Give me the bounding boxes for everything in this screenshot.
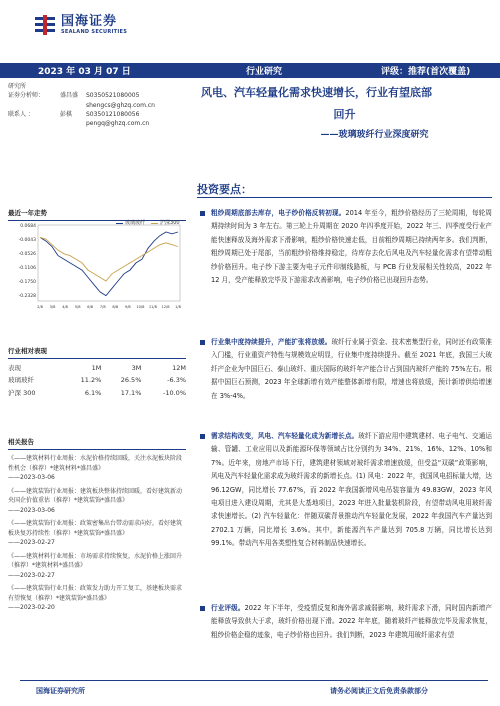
perf-cell: -6.3% [167, 376, 186, 384]
left-sidebar [8, 82, 186, 611]
related-reports [8, 436, 186, 613]
footer-org: 国海证券研究所 [36, 687, 85, 695]
perf-cell: 玻璃玻纤 [8, 376, 34, 384]
y-tick-label: 0.0684 [20, 224, 36, 229]
report-title-block [197, 82, 492, 140]
trend-chart [8, 207, 186, 312]
table-row [8, 374, 186, 387]
y-tick-label: -0.1106 [18, 265, 36, 271]
key-point-heading: 行业评级。 [211, 604, 245, 612]
company-logo [34, 14, 127, 36]
report-date: 2023 年 03 月 07 日 [38, 67, 131, 77]
report-item[interactable] [8, 487, 186, 516]
key-point-heading: 行业集中度持续提升，产能扩张将放缓。 [211, 338, 332, 346]
perf-cell: 17.1% [120, 389, 142, 397]
report-item[interactable] [8, 552, 186, 581]
analyst-label: 证券分析师： [8, 92, 45, 99]
perf-header: 1M [91, 364, 102, 372]
y-tick-label: -0.0526 [18, 251, 36, 257]
contact-email[interactable]: pengq@ghzq.com.cn [86, 120, 150, 127]
date-bar [0, 63, 500, 78]
performance-table [8, 363, 186, 400]
report-text[interactable]: 《——建筑装饰行业周报：政策密集出台带动需求向好，看好建筑板块复苏持续性（推荐）*建筑装饰*盛昌盛》 [8, 520, 183, 537]
x-tick-label: 3/8 [49, 305, 56, 309]
y-tick-label: -0.0043 [18, 237, 36, 243]
legend-item-hs300 [151, 219, 180, 228]
series-line-0 [40, 232, 178, 296]
report-title-line1: 风电、汽车轻量化需求快速增长，行业有望底部 [201, 86, 432, 99]
key-points-heading: 投资要点： [197, 183, 252, 196]
logo-chinese-name: 国海证券 [61, 14, 118, 29]
key-point-4 [197, 602, 492, 672]
reports-title: 相关报告 [8, 438, 186, 450]
x-tick-label: 1/8 [175, 305, 181, 309]
logo-mark-icon [34, 14, 56, 36]
perf-cell: 6.1% [84, 389, 102, 397]
key-point-2 [197, 336, 492, 403]
analyst-id: S0350521080005 [86, 92, 140, 99]
report-date: ——2023-02-27 [8, 539, 55, 546]
report-text[interactable]: 《——建筑材料行业周报：市场需求持续恢复，水泥价格上涨回升（推荐）*建筑材料*盛昌盛》 [8, 552, 183, 569]
legend-label: 玻璃玻纤 [125, 220, 146, 226]
analyst-name: 盛昌盛 [60, 92, 79, 99]
divider [20, 680, 488, 681]
bullet-icon [200, 211, 205, 216]
analyst-info [8, 91, 186, 110]
perf-cell: 沪深 300 [8, 389, 36, 397]
report-date: ——2023-03-06 [8, 474, 55, 481]
bullet-icon [200, 434, 205, 439]
contact-id: S0350121080056 [86, 111, 140, 118]
report-text[interactable]: 《——建筑材料行业周报：水泥价格持续回暖，关注水泥板块阶段性机会（推荐）*建筑材料*盛昌盛》 [8, 455, 183, 472]
key-point-body: 玻纤下游应用中建筑建材、电子电气、交通运输、管罐、工业应用以及新能源环保等领域占比分别约为 34%、21%、16%、12%、10%和 7%。近年来，房地产市场下行，建筑建材领域对玻纤需求增速放缓，但受益“双碳”政策影响，风电及汽车轻量化需求成为玻纤需求的新增长点。(1) 风电：2022 年，我国风电招标量大增，达 96.12GW，同比增长 77.67%，而 2022 年我国新增风电吊装容量为 49.83GW，2023 年风电项目进入建设周期，尤其是大基地项目，2023 年进入批量装机阶段，有望带动风电用玻纤需求快速增长。(2) 汽车轻量化：伴随双碳背景推动汽车轻量化发展，2022 年我国汽车产量达到 2702.1 万辆，同比增长 3.6%。其中，新能源汽车产量达到 705.8 万辆，同比增长达到 99.1%。带动汽车用各类塑性复合材料制品快速增长。 [211, 432, 493, 548]
table-row [8, 387, 186, 400]
trend-title: 最近一年走势 [8, 209, 186, 221]
y-tick-label: -0.2328 [18, 293, 36, 299]
key-point-body: 玻纤行业属于资金、技术密集型行业，同时还有政策准入门槛，行业重资产特性与规模效应明显，行业集中度持续提升。截至 2021 年底，我国三大玻纤产企业为中国巨石、泰山玻纤、重庆国际的玻纤年产能合计占到国内玻纤产能的 75%左右。根据中国巨石预测，2023 年全球新增有效产能整体新增有限，增速也将放缓，预计新增供给增速在 3%-4%。 [211, 338, 493, 400]
x-tick-label: 10/8 [136, 305, 145, 309]
report-item[interactable] [8, 454, 186, 483]
report-subtitle: ——玻璃玻纤行业深度研究 [320, 130, 429, 140]
report-date: ——2023-03-06 [8, 506, 55, 514]
key-point-heading: 需求结构改变，风电、汽车轻量化成为新增长点。 [211, 432, 359, 440]
contact-info [8, 110, 186, 128]
x-tick-label: 2/8 [37, 305, 43, 309]
report-section: 行业研究 [246, 67, 283, 77]
dept-label: 研究所 [8, 83, 27, 90]
perf-cell: -10.0% [163, 389, 186, 397]
x-tick-label: 12/8 [161, 305, 170, 309]
perf-header: 表现 [8, 364, 21, 372]
chart-legend [116, 219, 180, 228]
y-tick-label: -0.1750 [18, 279, 36, 285]
report-title-line2: 回升 [333, 108, 356, 121]
analyst-email[interactable]: shengcs@ghzq.com.cn [86, 102, 155, 109]
report-date: ——2023-02-27 [8, 571, 55, 579]
contact-name: 彭棋 [60, 111, 73, 118]
bullet-icon [200, 606, 205, 611]
performance-section [8, 345, 186, 400]
perf-header: 12M [172, 364, 186, 372]
report-item[interactable] [8, 584, 186, 613]
report-item[interactable] [8, 519, 186, 548]
perf-cell: 26.5% [120, 376, 142, 384]
x-tick-label: 9/8 [124, 305, 131, 309]
report-header [0, 0, 500, 60]
report-text[interactable]: 《——建筑装饰行业周报：建筑板块整体持续回暖，看好建筑新动央国企价值重估（推荐）*建筑装饰*盛昌盛》 [8, 487, 183, 504]
x-tick-label: 6/8 [87, 305, 94, 309]
bullet-icon [200, 340, 205, 345]
key-point-1 [197, 207, 492, 287]
series-line-1 [40, 237, 178, 281]
divider [197, 197, 492, 198]
perf-title: 行业相对表现 [8, 347, 186, 359]
x-tick-label: 5/8 [74, 305, 81, 309]
report-text[interactable]: 《——建筑装饰行业月报：政策发力助力开工复工，基建板块需求有望恢复（推荐）*建筑装饰*盛昌盛》 [8, 585, 183, 602]
legend-item-glass [116, 219, 145, 228]
key-point-body: 2014 年至今，粗纱价格经历了三轮周期，每轮周期持续时间为 3 年左右。第三轮上升周期在 2020 年四季度开始，2022 年三、四季度受行业产能快速释放及海外需求下滑影响，粗纱价格快速走低，目前粗纱周期已持续两年多。我们判断，粗纱周期已处于尾部，当前粗纱价格维持稳定，待库存去化后风电及汽车轻量化需求有望带动粗纱价格回升。电子纱下游主要为电子元件印制线路板，与 PCB 行业发展相关性较高，2022 年 12 月，受产能释放完毕及下游需求改善影响，电子纱价格已出现回升态势。 [211, 209, 492, 285]
key-point-heading: 粗纱周期底部去库存，电子纱价格反转初现。 [211, 209, 346, 217]
perf-cell: 11.2% [80, 376, 102, 384]
key-point-body: 2022 年下半年，受疫情反复和海外需求减弱影响，玻纤需求下滑，同时国内新增产能释放导致供大于求，玻纤价格出现下滑。2022 年年底，随着玻纤产能释放完毕及需求恢复，粗纱价格企稳的迹象，电子纱价格也回升。我们判断，2023 年建筑用玻纤需求有望 [211, 604, 492, 639]
report-rating: 评级：推荐(首次覆盖) [381, 67, 471, 77]
contact-label: 联系人 ： [8, 111, 34, 118]
report-date: ——2023-02-20 [8, 604, 55, 611]
x-tick-label: 8/8 [112, 305, 119, 309]
x-tick-label: 4/8 [62, 305, 68, 309]
trend-chart-svg [8, 219, 186, 319]
key-point-3 [197, 430, 492, 551]
x-tick-label: 11/8 [148, 305, 157, 309]
x-tick-label: 7/8 [99, 305, 106, 309]
perf-header: 3M [131, 364, 142, 372]
footer-disclaimer: 请务必阅读正文后免责条款部分 [330, 687, 428, 695]
logo-english-name: SEALAND SECURITIES [61, 29, 128, 35]
legend-label: 沪深300 [160, 220, 180, 226]
